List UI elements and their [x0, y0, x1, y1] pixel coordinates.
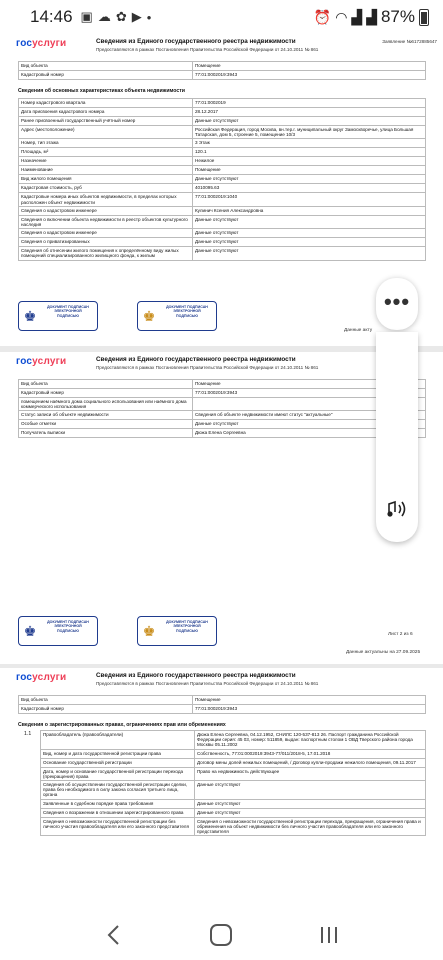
page-header — [0, 34, 443, 62]
recents-button[interactable] — [314, 920, 344, 950]
table-row: помещением наёмного дома социального использования или наёмного дома коммерческого использования — [19, 398, 426, 411]
table-row: Назначение Нежилое — [19, 157, 426, 166]
dot-icon: • — [146, 9, 152, 25]
page-subtitle: Предоставляются в рамках Постановления Правительства Российской Федерации от 24.10.2011 № 861 — [96, 47, 319, 52]
coat-of-arms-icon: ♚ — [142, 623, 156, 639]
table-row: Сведения о приватизированных Данные отсутствуют — [19, 238, 426, 247]
table-row: Вид, номер и дата государственной регистрации права Собственность, 77:01:0002019:3943-77/011/2018-5, 17.01.2018 — [41, 749, 426, 758]
home-button[interactable] — [206, 920, 236, 950]
table-row: Ранее присвоенный государственный учётный номер Данные отсутствуют — [19, 117, 426, 126]
table-row: Номер кадастрового квартала 77:01:0002019 — [19, 99, 426, 108]
battery-percent: 87% — [380, 7, 415, 26]
home-icon — [209, 923, 233, 947]
more-dots-icon: ••• — [383, 289, 411, 314]
stamp-details — [141, 641, 214, 644]
table-row: Кадастровый номер 77:01:0002019:3943 — [19, 389, 426, 398]
signal-icon: ▟ — [366, 8, 377, 25]
page-number: Лист 2 из 6 — [388, 632, 413, 637]
table-row: Сведения о невозможности государственной регистрации без личного участия правообладателя или его законного представителя Сведения о невозможности государственной регистрации перехода, прекращения, ограничения права и обременения на объект недвижимости без личного участия правообладателя или его законного представителя — [41, 817, 426, 836]
table-row: Сведения о включении объекта недвижимости в реестр объектов культурного наследия Данные отсутствуют — [19, 215, 426, 228]
signature-stamp: ♚ ДОКУМЕНТ ПОДПИСАН ЭЛЕКТРОННОЙ ПОДПИСЬЮ — [18, 616, 98, 646]
recents-icon — [318, 924, 340, 946]
table-row: Дата, номер и основание государственной регистрации перехода (прекращения) права Право на недвижимость действующее — [41, 767, 426, 780]
table-row: Сведения об осуществлении государственной регистрации сделки, права без необходимого в силу закона согласия третьего лица, органа Данные отсутствуют — [41, 781, 426, 800]
table-row: Основание государственной регистрации Договор мены долей нежилых помещений, / Договор купли-продажи нежилого помещения, 09.11.2017 — [41, 758, 426, 767]
characteristics-table — [18, 98, 426, 261]
back-button[interactable] — [99, 920, 129, 950]
back-chevron-icon — [106, 924, 122, 946]
gosuslugi-logo: госуслуги — [16, 38, 67, 49]
table-row: Сведения о кадастровом инженере Данные отсутствуют — [19, 229, 426, 238]
signature-stamp: ♚ ДОКУМЕНТ ПОДПИСАН ЭЛЕКТРОННОЙ ПОДПИСЬЮ — [137, 616, 217, 646]
table-row: Вид объекта Помещение — [19, 380, 426, 389]
table-row: Статус записи об объекте недвижимости Сведения об объекте недвижимости имеют статус "актуальные" — [19, 411, 426, 420]
table-row: Заявленные в судебном порядке права требования Данные отсутствуют — [41, 799, 426, 808]
table-row: Кадастровый номер 77:01:0002019:3943 — [19, 71, 426, 80]
table-row: Вид жилого помещения Данные отсутствуют — [19, 175, 426, 184]
settings-icon: ✿ — [115, 9, 127, 24]
table-row: Правообладатель (правообладатели) Дюжа Елена Сергеевна, 04.12.1952, СНИЛС 120-537-813 26. Паспорт гражданина Российской Федерации серия: 45 03, номер: 511859, выдан: паспортным столом 1 ОВД Тверского района города Москвы 05.11.2002 — [41, 731, 426, 750]
status-bar — [0, 0, 443, 34]
stamp-details — [141, 326, 214, 329]
page-subtitle: Предоставляются в рамках Постановления Правительства Российской Федерации от 24.10.2011 № 861 — [96, 365, 319, 370]
table-row: Кадастровый номер 77:01:0002019:3943 — [19, 705, 426, 714]
alarm-icon: ⏰ — [313, 8, 332, 25]
battery-icon — [419, 9, 429, 26]
document-viewer[interactable] — [0, 34, 443, 910]
text-to-speech-icon[interactable] — [385, 496, 411, 522]
cloud-icon: ☁ — [97, 9, 111, 24]
table-row: Получатель выписки Дюжа Елена Сергеевна — [19, 429, 426, 438]
gallery-icon: ▣ — [80, 9, 93, 24]
table-row: Вид объекта Помещение — [19, 62, 426, 71]
coat-of-arms-icon: ♚ — [142, 308, 156, 324]
status-time: 14:46 — [30, 7, 73, 26]
stamp-details — [22, 641, 95, 644]
actual-date-note: Данные актуальны на 27.09.2025 — [346, 650, 421, 655]
gosuslugi-logo: госуслуги — [16, 356, 67, 367]
object-table — [18, 695, 426, 714]
rights-item-number: 1.1 — [24, 731, 32, 737]
page-title: Сведения из Единого государственного реестра недвижимости — [96, 356, 296, 363]
signature-stamp: ♚ ДОКУМЕНТ ПОДПИСАН ЭЛЕКТРОННОЙ ПОДПИСЬЮ — [137, 301, 217, 331]
document-page-3 — [0, 668, 443, 910]
table-row: Площадь, м² 120.1 — [19, 148, 426, 157]
actual-date-note: Данные акту — [344, 328, 373, 333]
table-row: Сведения об отнесении жилого помещения к определённому виду жилых помещений специализированного жилищного фонда, к жилым Данные отсутствуют — [19, 247, 426, 260]
reader-side-panel[interactable] — [376, 332, 418, 542]
section-title: Сведения об основных характеристиках объекта недвижимости — [18, 88, 185, 94]
table-row: Сведения о кадастровом инженере Кулинич Ксения Александровна — [19, 206, 426, 215]
table-row: Кадастровая стоимость, руб 4010095.63 — [19, 184, 426, 193]
rights-table — [40, 730, 426, 836]
page-title: Сведения из Единого государственного реестра недвижимости — [96, 38, 296, 45]
table-row: Адрес (местоположение) Российская Федерация, город Москва, вн.тер.г. муниципальный округ Замоскворечье, улица Большая Татарская, дом 5, строение 5, помещение 10/3 — [19, 126, 426, 139]
system-navigation-bar — [0, 910, 443, 960]
page-title: Сведения из Единого государственного реестра недвижимости — [96, 672, 296, 679]
object-table — [18, 379, 426, 438]
page-header — [0, 668, 443, 696]
gosuslugi-logo: госуслуги — [16, 672, 67, 683]
signature-stamp: ♚ ДОКУМЕНТ ПОДПИСАН ЭЛЕКТРОННОЙ ПОДПИСЬЮ — [18, 301, 98, 331]
table-row: Дата присвоения кадастрового номера 28.12.2017 — [19, 108, 426, 117]
coat-of-arms-icon: ♚ — [23, 623, 37, 639]
table-row: Кадастровые номера иных объектов недвижимости, в пределах которых расположен объект недвижимости 77:01:0002019:1040 — [19, 193, 426, 206]
table-row: Вид объекта Помещение — [19, 696, 426, 705]
youtube-icon: ▶ — [131, 9, 142, 24]
table-row: Особые отметки Данные отсутствуют — [19, 420, 426, 429]
request-number: Заявление №6172885647 — [382, 39, 437, 44]
section-title: Сведения о зарегистрированных правах, ограничениях прав или обременениях — [18, 722, 226, 728]
more-options-button[interactable] — [376, 278, 418, 330]
page-subtitle: Предоставляются в рамках Постановления Правительства Российской Федерации от 24.10.2011 № 861 — [96, 681, 319, 686]
stamp-details — [22, 326, 95, 329]
table-row: Наименование Помещение — [19, 166, 426, 175]
object-table — [18, 61, 426, 80]
coat-of-arms-icon: ♚ — [23, 308, 37, 324]
wifi-icon: ◠ — [335, 8, 348, 25]
table-row: Номер, тип этажа 3 Этаж — [19, 139, 426, 148]
table-row: Сведения о возражении в отношении зарегистрированного права Данные отсутствуют — [41, 808, 426, 817]
signal-icon: ▟ — [351, 8, 363, 25]
